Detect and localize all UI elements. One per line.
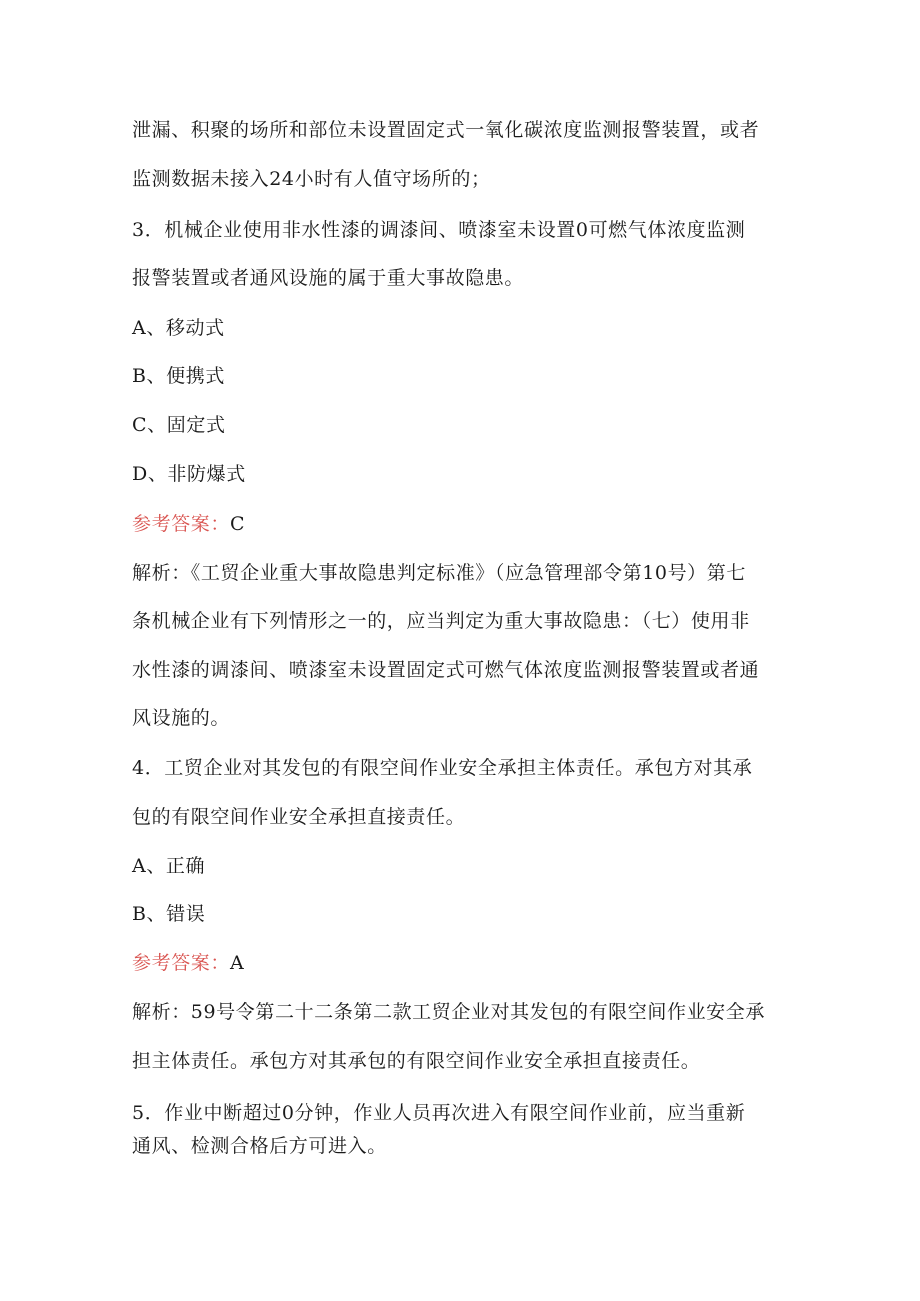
text-line: 包的有限空间作业安全承担直接责任。 [132, 806, 466, 828]
text-line: 泄漏、积聚的场所和部位未设置固定式一氧化碳浓度监测报警装置，或者 [132, 119, 760, 141]
explanation: 解析：《工贸企业重大事故隐患判定标准》（应急管理部令第10号）第七 [132, 562, 746, 584]
answer-label: 参考答案： [132, 513, 231, 535]
option-b: B、错误 [132, 903, 206, 925]
option-d: D、非防爆式 [132, 463, 246, 485]
text-line: 条机械企业有下列情形之一的，应当判定为重大事故隐患：（七）使用非 [132, 610, 750, 632]
option-b: B、便携式 [132, 365, 225, 387]
question-3: 3．机械企业使用非水性漆的调漆间、喷漆室未设置0可燃气体浓度监测 [132, 219, 746, 241]
question-4: 4．工贸企业对其发包的有限空间作业安全承担主体责任。承包方对其承 [132, 757, 753, 779]
text-line: 监测数据未接入24小时有人值守场所的； [132, 168, 491, 190]
text-line: 通风、检测合格后方可进入。 [132, 1135, 387, 1157]
option-a: A、移动式 [132, 317, 225, 339]
question-5: 5．作业中断超过0分钟，作业人员再次进入有限空间作业前，应当重新 [132, 1102, 746, 1124]
answer-label: 参考答案： [132, 952, 231, 974]
answer-value: C [230, 513, 246, 535]
reference-answer [132, 512, 245, 536]
text-line: 报警装置或者通风设施的属于重大事故隐患。 [132, 267, 525, 289]
text-line: 担主体责任。承包方对其承包的有限空间作业安全承担直接责任。 [132, 1050, 701, 1072]
text-line: 风设施的。 [132, 707, 231, 729]
option-a: A、正确 [132, 855, 206, 877]
option-c: C、固定式 [132, 414, 226, 436]
explanation: 解析：59号令第二十二条第二款工贸企业对其发包的有限空间作业安全承 [132, 1001, 765, 1023]
reference-answer [132, 951, 244, 975]
text-line: 水性漆的调漆间、喷漆室未设置固定式可燃气体浓度监测报警装置或者通 [132, 659, 760, 681]
answer-value: A [230, 952, 245, 974]
